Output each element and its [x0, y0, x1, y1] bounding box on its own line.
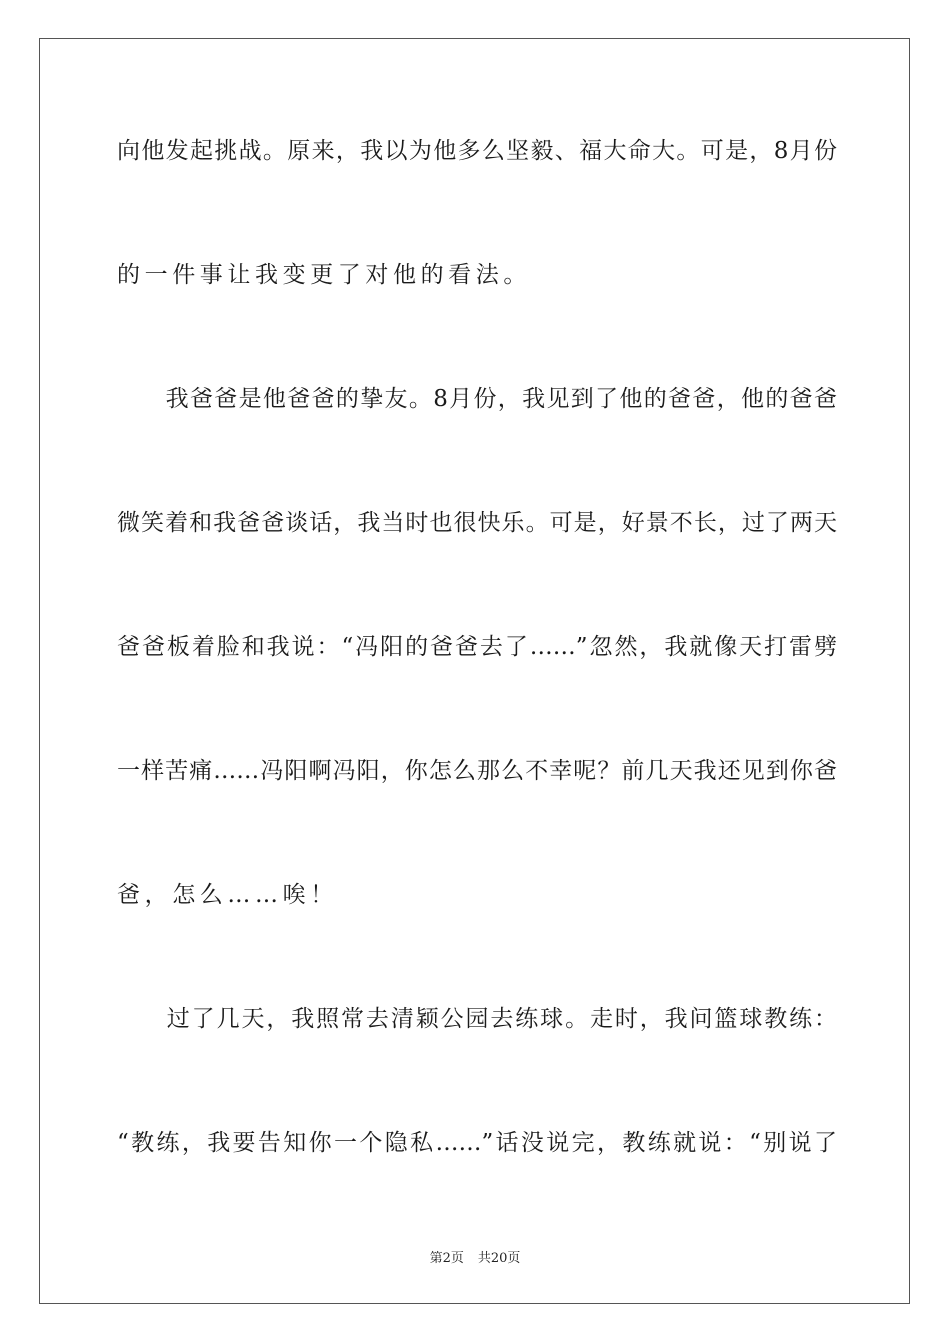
page-number-total: 共20页: [477, 1251, 521, 1266]
page-border: [39, 38, 910, 1304]
paragraph-line-5: 爸爸板着脸和我说：“冯阳的爸爸去了……”忽然，我就像天打雷劈: [117, 634, 837, 660]
paragraph-line-7: 爸，怎么……唉！: [117, 882, 338, 908]
page-footer: [0, 1247, 950, 1266]
paragraph-line-3: 我爸爸是他爸爸的挚友。8月份，我见到了他的爸爸，他的爸爸: [117, 386, 837, 412]
paragraph-line-2: 的一件事让我变更了对他的看法。: [117, 262, 531, 288]
page-number-current: 第2页: [429, 1251, 464, 1266]
paragraph-line-1: 向他发起挑战。原来，我以为他多么坚毅、福大命大。可是，8月份: [117, 138, 837, 164]
paragraph-line-8: 过了几天，我照常去清颖公园去练球。走时，我问篮球教练：: [117, 1006, 837, 1032]
paragraph-line-6: 一样苦痛……冯阳啊冯阳，你怎么那么不幸呢？前几天我还见到你爸: [117, 758, 837, 784]
paragraph-line-9: “教练，我要告知你一个隐私……”话没说完，教练就说：“别说了: [117, 1130, 837, 1156]
paragraph-line-4: 微笑着和我爸爸谈话，我当时也很快乐。可是，好景不长，过了两天: [117, 510, 837, 536]
